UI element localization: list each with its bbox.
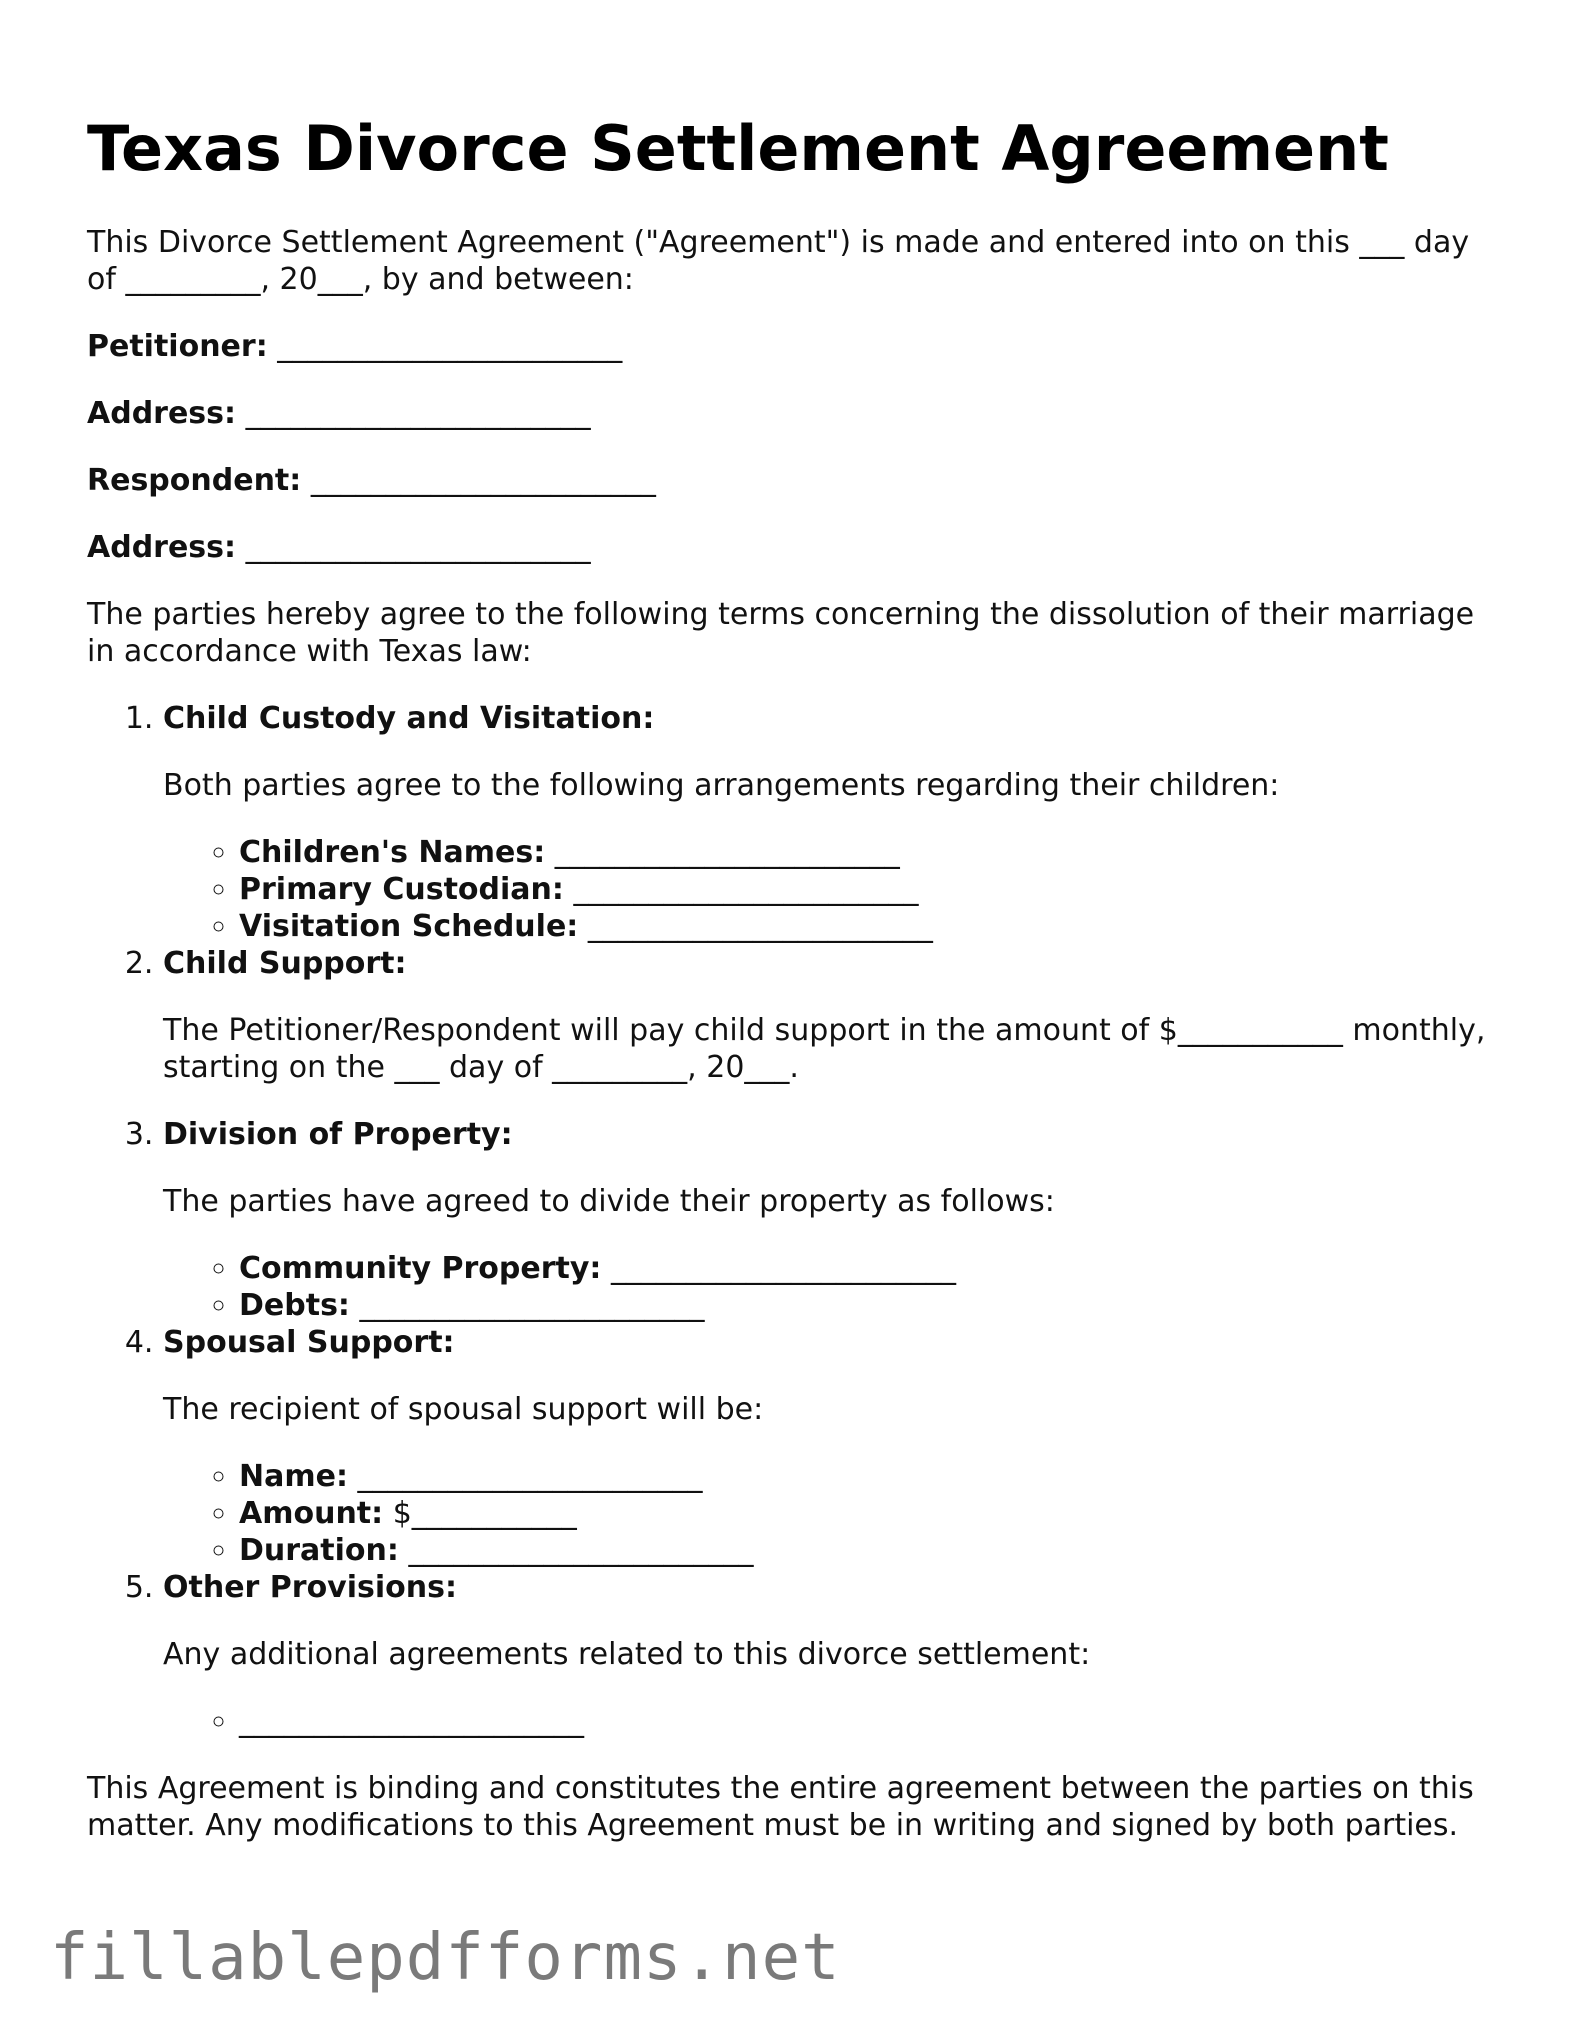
section-items [163,834,1487,945]
section-division-of-property [163,1116,1487,1324]
section-title: 1. Child Custody and Visitation: [163,701,655,736]
item-blank[interactable]: _______________________ [359,1288,705,1323]
section-text: The parties have agreed to divide their property as follows: [163,1184,1055,1219]
list-item-community-property [239,1250,1487,1287]
item-label: Duration: [239,1533,399,1568]
list-item-duration [239,1532,1487,1569]
respondent-blank[interactable]: _______________________ [310,463,656,498]
section-items [163,1250,1487,1324]
section-title: 4. Spousal Support: [163,1325,455,1360]
item-blank[interactable]: _______________________ [573,872,919,907]
petitioner-address-label: Address: [87,396,237,431]
item-label: Primary Custodian: [239,872,564,907]
sections-list [87,700,1487,1740]
petitioner-blank[interactable]: _______________________ [277,329,623,364]
item-blank[interactable]: _______________________ [610,1251,956,1286]
section-items [163,1703,1487,1740]
section-title: 2. Child Support: [163,946,407,981]
list-item-visitation-schedule [239,908,1487,945]
respondent-label: Respondent: [87,463,302,498]
section-title: 5. Other Provisions: [163,1570,457,1605]
section-title: 3. Division of Property: [163,1117,513,1152]
item-blank[interactable]: _______________________ [587,909,933,944]
list-item-debts [239,1287,1487,1324]
item-label: Community Property: [239,1251,602,1286]
item-blank[interactable]: _______________________ [408,1533,754,1568]
section-child-custody [163,700,1487,945]
list-item-name [239,1458,1487,1495]
terms-intro-paragraph: The parties hereby agree to the following terms concerning the dissolution of their marriage in accordance with Texas law: [87,597,1475,669]
section-text: Any additional agreements related to this divorce settlement: [163,1637,1091,1672]
intro-paragraph: This Divorce Settlement Agreement ("Agreement") is made and entered into on this ___ day of _________, 20___, by and between: [87,225,1470,297]
list-item-other-provision [239,1703,1487,1740]
petitioner-field [87,328,1487,365]
respondent-address-blank[interactable]: _______________________ [245,530,591,565]
section-text: The recipient of spousal support will be: [163,1392,764,1427]
list-item-primary-custodian [239,871,1487,908]
item-blank[interactable]: _______________________ [239,1704,584,1739]
item-label: Name: [239,1459,348,1494]
section-other-provisions [163,1569,1487,1740]
respondent-address-field [87,529,1487,566]
respondent-field [87,462,1487,499]
petitioner-address-field [87,395,1487,432]
section-text: Both parties agree to the following arrangements regarding their children: [163,768,1280,803]
section-text[interactable]: The Petitioner/Respondent will pay child support in the amount of $___________ monthly, starting on the ___ day of _________, 20___. [163,1013,1486,1085]
item-blank[interactable]: $___________ [392,1496,577,1531]
list-item-amount [239,1495,1487,1532]
section-spousal-support [163,1324,1487,1569]
item-label: Debts: [239,1288,350,1323]
document-page [87,104,1487,1874]
item-label: Children's Names: [239,835,546,870]
item-label: Visitation Schedule: [239,909,579,944]
item-blank[interactable]: _______________________ [357,1459,703,1494]
section-child-support [163,945,1487,1086]
petitioner-address-blank[interactable]: _______________________ [245,396,591,431]
closing-paragraph: This Agreement is binding and constitutes the entire agreement between the parties on this matter. Any modifications to this Agreement must be in writing and signed by both parties. [87,1771,1474,1843]
item-blank[interactable]: _______________________ [554,835,900,870]
respondent-address-label: Address: [87,530,237,565]
item-label: Amount: [239,1496,384,1531]
list-item-childrens-names [239,834,1487,871]
section-items [163,1458,1487,1569]
document-title: Texas Divorce Settlement Agreement [87,112,1389,185]
watermark-text: fillablepdfforms.net [50,1921,841,1995]
petitioner-label: Petitioner: [87,329,268,364]
